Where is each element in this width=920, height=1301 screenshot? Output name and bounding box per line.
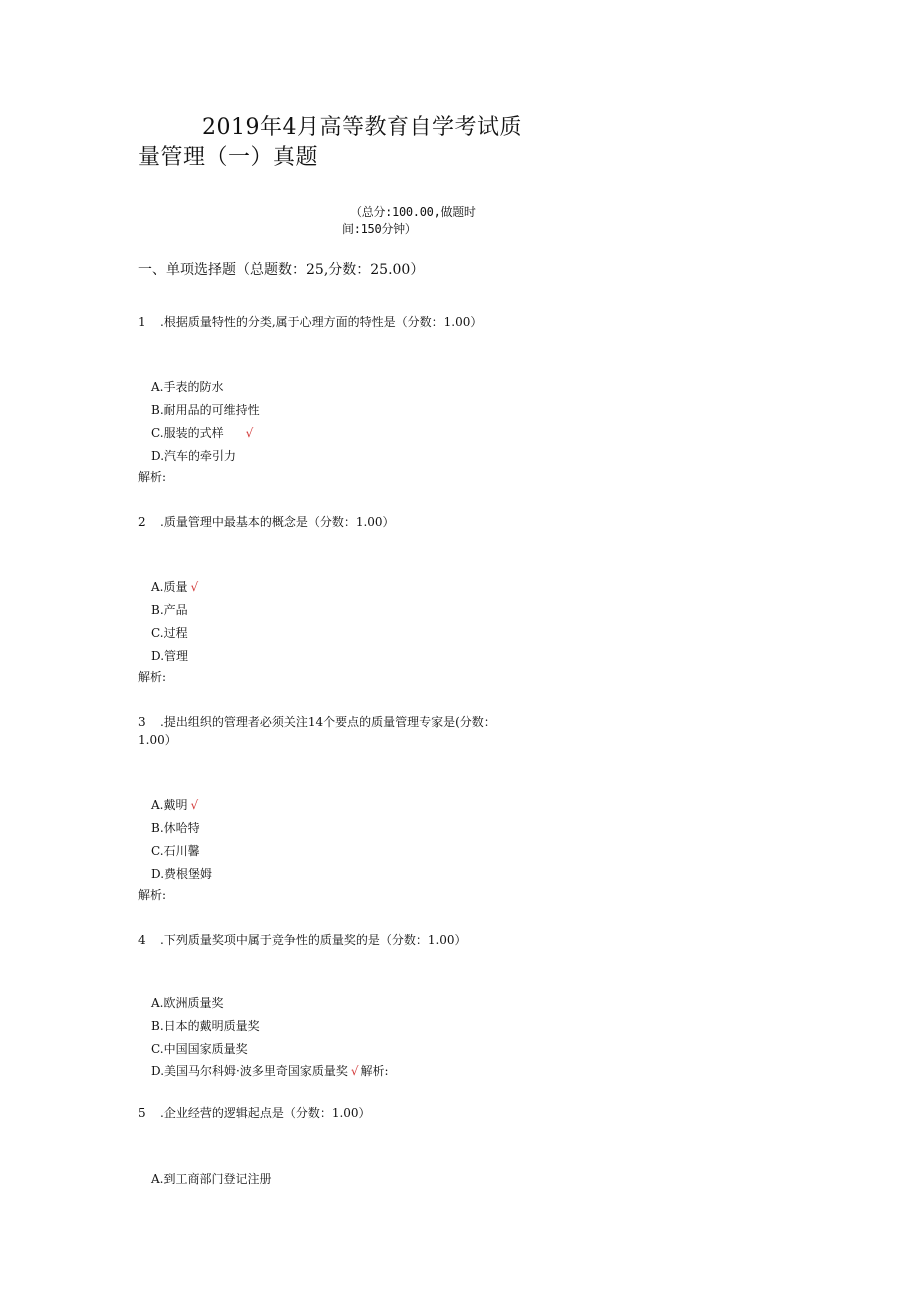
correct-check-icon: √ — [190, 798, 199, 812]
analysis-label: 解析: — [138, 470, 167, 484]
question-text: .企业经营的逻辑起点是（分数：1.00） — [160, 1106, 371, 1120]
option-d: D.美国马尔科姆·波多里奇国家质量奖 √ 解析: — [151, 1064, 389, 1078]
option-c: C.石川馨 — [151, 844, 200, 858]
option-b: B.休哈特 — [151, 821, 200, 835]
question-stem — [138, 1104, 523, 1122]
option-c: C.服装的式样 √ — [151, 426, 254, 440]
document-title: 2019年4月高等教育自学考试质量管理（一）真题 — [138, 115, 522, 170]
option-a: A.欧洲质量奖 — [151, 996, 224, 1010]
option-b: B.日本的戴明质量奖 — [151, 1019, 260, 1033]
question-text: .根据质量特性的分类,属于心理方面的特性是（分数：1.00） — [160, 315, 483, 329]
analysis-label: 解析: — [138, 670, 167, 684]
option-d: D.费根堡姆 — [151, 867, 213, 881]
question-stem — [138, 713, 523, 749]
question-number: 4 — [138, 933, 146, 947]
option-a: A.到工商部门登记注册 — [151, 1172, 272, 1186]
question-number: 1 — [138, 315, 146, 329]
question-number: 3 — [138, 715, 146, 729]
correct-check-icon: √ — [350, 1064, 359, 1078]
correct-check-icon: √ — [245, 426, 254, 440]
question-text: .质量管理中最基本的概念是（分数：1.00） — [160, 515, 395, 529]
correct-check-icon: √ — [190, 580, 199, 594]
option-d: D.汽车的牵引力 — [151, 449, 237, 463]
option-a: A.质量 √ — [151, 580, 199, 594]
question-number: 5 — [138, 1106, 146, 1120]
analysis-label: 解析: — [360, 1064, 389, 1078]
option-a: A.手表的防水 — [151, 380, 224, 394]
question-stem — [138, 313, 523, 331]
question-number: 2 — [138, 515, 146, 529]
option-c: C.过程 — [151, 626, 188, 640]
analysis-label: 解析: — [138, 888, 167, 902]
option-c: C.中国国家质量奖 — [151, 1042, 248, 1056]
option-a: A.戴明 √ — [151, 798, 199, 812]
section-heading: 一、单项选择题（总题数：25,分数：25.00） — [138, 262, 425, 278]
option-d: D.管理 — [151, 649, 189, 663]
question-text: .下列质量奖项中属于竞争性的质量奖的是（分数：1.00） — [160, 933, 467, 947]
option-b: B.产品 — [151, 603, 188, 617]
exam-info: （总分:100.00,做题时间:150分钟） — [342, 205, 476, 236]
question-stem — [138, 931, 523, 949]
question-text: .提出组织的管理者必须关注14个要点的质量管理专家是(分数：1.00） — [138, 715, 496, 747]
option-b: B.耐用品的可维持性 — [151, 403, 260, 417]
question-stem — [138, 513, 523, 531]
